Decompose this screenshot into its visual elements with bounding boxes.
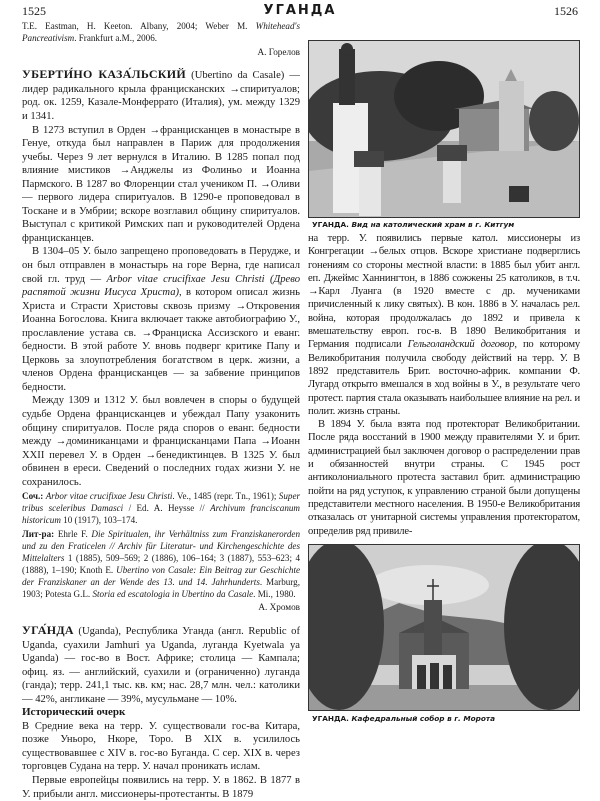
paragraph: Между 1309 и 1312 У. был вовлечен в споры о будущей судьбе Ордена францисканцев и убеждал Папу узаконить общину спиритуалов. После ряда споров о еванг. бедности между →доминиканцами и францисканцами Папа →Иоанн XXII перевел У. в Орден →бенедиктинцев. В 1325 У. был обвинен в ереси. Сведений о последних годах жизни У. не сохранилось. [22,395,300,488]
text: , в котором описал жизнь Христа и Страсти Христовы сквозь призму →Откровения Иоанна Богослова. Книга включает также автобиографию У., прославление устава св. →Франциска Ассизского и еванг. бедности. В этой работе У. вновь подверг критике Папу и Церковь за злоупотребления богатством в церк. жизни, а членов Ордена францисканцев — за забвение принципов бедности. [22,287,300,393]
section-heading: Исторический очерк [22,706,126,719]
text: 1 (1885), 509–569; 2 (1886), 106–164; 3 (1887), 553–623; 4 (1888), 1–190; Knoth E. [22,552,300,575]
author-signature: А. Горелов [257,46,300,57]
work-title: Super tribus sceleribus Damasci [22,491,301,514]
italic-term: Гельголандский договор [407,339,515,351]
lit-title: Whitehead's Pancreativism [22,21,300,43]
literature-list [22,529,300,600]
entry-uganda-intro [22,624,300,706]
works-label: Соч.: [22,491,44,502]
italic-title: Arbor vitae crucifixae Jesu Christi (Древо распятой жизни Иисуса Христа) [22,273,300,299]
text: на терр. У. появились первые катол. миссионеры из Конгрегации →белых отцов. Вскоре христиане подверглись гонениям со стороны местной власти: в 1885 был убит англ. еп. Джеймс Ханнингтон, в 1886 сожжены 25 католиков, в т.ч. →Карл Луанга (в 1920 вместе с др. мучениками причисленный к лику святых). В кон. 1886 в У. началась рел. война, которая продолжалась до 1892 и привела к вмешательству европ. гос-в. В 1890 Великобритания и Германия подписали [308,233,580,351]
paragraph: В Средние века на терр. У. существовали гос-ва Китара, позже Уньоро, Нкоре, Торо. В XIX в. усилилось существовавшее с XIV в. гос-во Буганда. С сер. XIX в. через торговцев Судана на терр. У. начал проникать ислам. [22,720,300,773]
caption-text: Кафедральный собор в г. Морота [348,714,496,723]
entry-title: УБЕРТИ́НО КАЗА́ЛЬСКИЙ [22,67,187,82]
entry-title: УГА́НДА [22,623,74,638]
caption-label: УГАНДА. [312,220,349,229]
literature-label: Лит-ра: [22,529,55,540]
paragraph: В 1894 У. была взята под протекторат Великобритании. После ряда восстаний в 1900 между правителями У. и брит. администрацией был заключен договор о распределении прав и обязанностей внутри страны. С 1945 рост антиколониального протеста заставил брит. администрацию пойти на ряд уступок, к управлению страной были допущены представители местного населения. В 1950-е Великобритания отказалась от унитарной системы управления протекторатом, определив ряд привиле- [308,419,580,537]
text: / Ed. A. Heysse // [123,503,211,514]
caption-label: УГАНДА. [312,714,349,723]
paragraph: В 1273 вступил в Орден →францисканцев в монастыре в Генуе, откуда был направлен в Париж для продолжения учебы. Через 9 лет вернулся в Италию. В 1285 попал под влияние мистиков →Анджелы из Фолиньо и Иоанна Пармского. В 1287 во Флоренции стал учеником П. →Оливи — первого лидера спиритуалов. В 1290-е проповедовал в Тоскане и в Умбрии; вскоре возглавил общину спиритуалов. Выступал с критикой Римских пап и руководителей Ордена францисканцев. [22,124,300,244]
text: . Marburg, 1903; Potesta G.L. [22,576,300,599]
works-list [22,491,300,527]
text: , по которому Великобритания получила свободу действий на терр. У. В 1892 представитель Брит. восточно-африк. компании Ф. Лугард открыто вмешался в ход войны в У., в результате чего протест. партия стала оказывать наибольшее влияние на рел. и полит. жизнь страны. [308,339,581,417]
work-title: Storia ed escatologia in Ubertino da Casale [92,588,254,599]
text: В 1304–05 У. было запрещено проповедовать в Перудже, и он был отправлен в монастырь на горе Верна, где написал свой гл. труд — [22,246,300,285]
entry-ubertino-intro [22,68,300,123]
lit-text: T.E. Eastman, H. Keeton. Albany, 2004; Weber M. [22,21,256,31]
work-title: Archivum franciscanum historicum [22,503,301,526]
work-title: Arbor vitae crucifixae Jesu Christi [45,491,173,502]
work-title: Ubertino von Casale: Ein Beitrag zur Geschichte der Franziskaner an der Wende des 13. und 14. Jahrhunderts [22,564,301,587]
entry-intro-text: (Uganda), Республика Уганда (англ. Republic of Uganda, суахили Jamhuri ya Uganda, луганда Kyetwala ya Uganda) — гос-во в Вост. Африке; столица — Кампала; офиц. яз. — английский, суахили и (ограниченно) луганда (ганда); терр. 241,1 тыс. кв. км; нас. 28,7 млн. чел.: католики — 42%, англикане — 39%, мусульмане — 10%. [22,626,300,705]
paragraph [22,245,300,394]
page-number-left: 1525 [22,4,46,18]
work-title: Die Spiritualen, ihr Verhältniss zum Franziskanerorden und zu den Fraticelen // Archiv für Literatur- und Kirchengeschichte des Mittelalters [22,529,301,563]
text: 10 (1917), 103–174. [60,515,138,526]
previous-entry-literature [22,21,300,45]
caption-text: Вид на католический храм в г. Китгум [348,220,515,229]
figure-caption [312,714,495,723]
page-number-right: 1526 [554,4,578,18]
text: . Ve., 1485 (repr. Tn., 1961); [172,491,279,502]
cathedral-photo-image [309,545,579,710]
photo-kitgum-church [308,40,580,218]
running-header: УГАНДА [263,3,337,18]
entry-intro-text: (Ubertino da Casale) — лидер радикального крыла францисканских →спиритуалов; род. ок. 1259, Казале-Монферрато (Италия), ум. между 1329 и 1341. [22,70,300,122]
text: Ehrle F. [57,529,92,540]
figure-caption [312,220,514,229]
paragraph [308,232,580,418]
paragraph: Первые европейцы появились на терр. У. в 1862. В 1877 в У. прибыли англ. миссионеры-протестанты. В 1879 [22,775,300,800]
text: . Mi., 1980. [253,588,296,599]
photo-moroto-cathedral [308,544,580,711]
right-column [308,232,580,538]
author-signature: А. Хромов [258,602,300,613]
left-column [22,21,300,801]
church-photo-image [309,41,579,217]
lit-text: . Frankfurt a.M., 2006. [74,32,158,43]
